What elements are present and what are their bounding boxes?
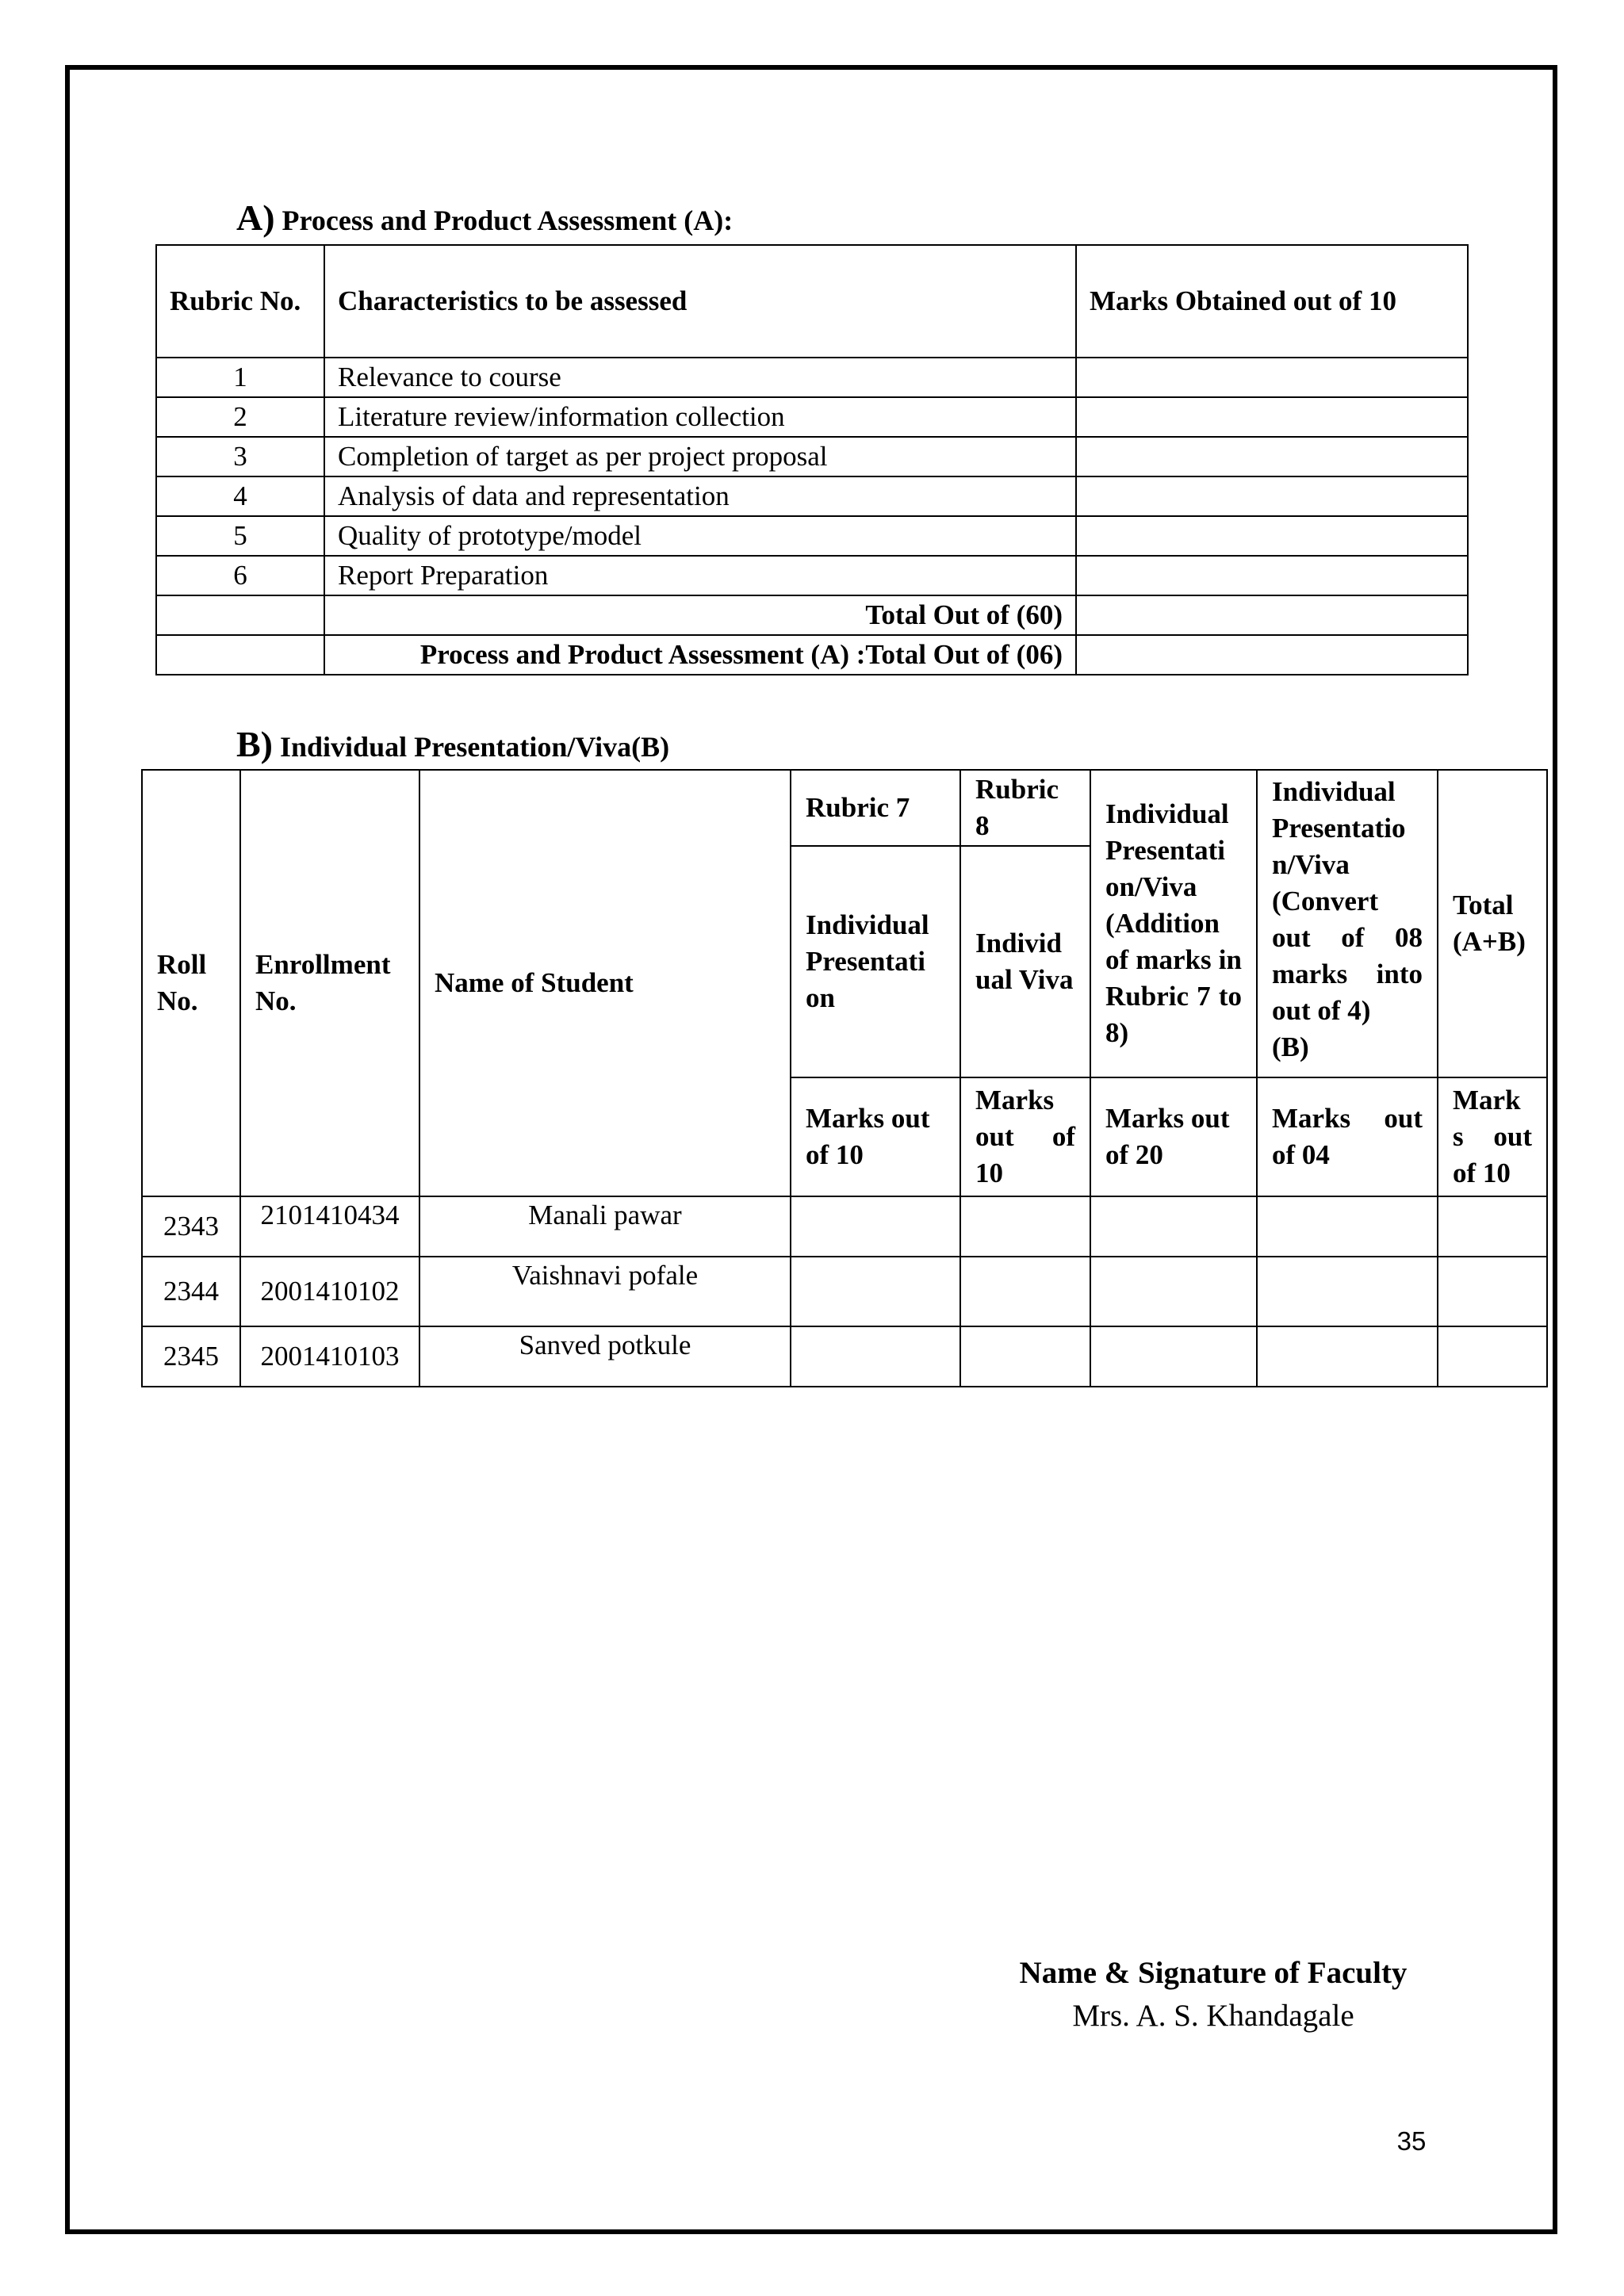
faculty-name: Mrs. A. S. Khandagale (1072, 1999, 1354, 2033)
header-characteristics: Characteristics to be assessed (324, 245, 1076, 358)
process-assessment-table (155, 244, 1469, 675)
student-name: Vaishnavi pofale (419, 1257, 791, 1326)
marks-cell (960, 1196, 1090, 1257)
marks-cell (791, 1326, 960, 1387)
table-row (156, 358, 1468, 397)
header-marks-obtained: Marks Obtained out of 10 (1076, 245, 1468, 358)
final-total-marks-cell (1076, 635, 1468, 675)
signature-title: Name & Signature of Faculty (1019, 1956, 1408, 1990)
header-addition: Individual Presentati on/Viva (Addition of marks in Rubric 7 to 8) (1090, 770, 1257, 1077)
rubric-no: 6 (156, 556, 324, 595)
characteristic: Report Preparation (324, 556, 1076, 595)
marks-cell (1076, 556, 1468, 595)
header-marks-10: Marks out of 10 (791, 1077, 960, 1196)
marks-cell (791, 1257, 960, 1326)
marks-cell (1257, 1196, 1438, 1257)
characteristic: Analysis of data and representation (324, 476, 1076, 516)
marks-cell (1090, 1326, 1257, 1387)
section-b-heading (236, 723, 669, 765)
marks-cell (1257, 1326, 1438, 1387)
marks-cell (960, 1257, 1090, 1326)
enrollment-no: 2001410102 (240, 1257, 419, 1326)
header-individual-viva: Individ ual Viva (960, 846, 1090, 1077)
rubric-no: 4 (156, 476, 324, 516)
marks-cell (960, 1326, 1090, 1387)
student-name: Manali pawar (419, 1196, 791, 1257)
section-a-letter: A) (236, 197, 275, 238)
header-rubric-8: Rubric 8 (960, 770, 1090, 846)
enrollment-no: 2101410434 (240, 1196, 419, 1257)
table-row (156, 516, 1468, 556)
final-total-row (156, 635, 1468, 675)
rubric-no: 3 (156, 437, 324, 476)
total-row (156, 595, 1468, 635)
marks-cell (791, 1196, 960, 1257)
rubric-no: 5 (156, 516, 324, 556)
individual-presentation-table (141, 769, 1548, 1387)
empty-cell (156, 595, 324, 635)
table-row (156, 556, 1468, 595)
rubric-no: 2 (156, 397, 324, 437)
header-convert (1257, 770, 1438, 1077)
total-marks-cell (1076, 595, 1468, 635)
table-row (156, 397, 1468, 437)
marks-cell (1438, 1196, 1547, 1257)
table-row (156, 476, 1468, 516)
marks-cell (1076, 437, 1468, 476)
marks-cell (1438, 1326, 1547, 1387)
header-roll-no: Roll No. (142, 770, 240, 1196)
section-a-title: Process and Product Assessment (A): (282, 205, 733, 236)
marks-cell (1090, 1196, 1257, 1257)
table-row (142, 1196, 1547, 1257)
header-individual-presentation: Individual Presentati on (791, 846, 960, 1077)
marks-cell (1090, 1257, 1257, 1326)
header-convert-text: Individual Presentatio n/Viva (Convert out of 08 marks into out of 4) (1272, 776, 1423, 1026)
table-row (142, 1326, 1547, 1387)
roll-no: 2344 (142, 1257, 240, 1326)
table-row (156, 437, 1468, 476)
header-convert-b: (B) (1272, 1031, 1309, 1062)
header-enrollment-no: Enrollment No. (240, 770, 419, 1196)
roll-no: 2345 (142, 1326, 240, 1387)
signature-block (967, 1952, 1459, 2038)
header-rubric-no: Rubric No. (156, 245, 324, 358)
page-number: 35 (1396, 2126, 1427, 2156)
marks-cell (1076, 476, 1468, 516)
enrollment-no: 2001410103 (240, 1326, 419, 1387)
header-marks-total: Mark s out of 10 (1438, 1077, 1547, 1196)
header-marks-20: Marks out of 20 (1090, 1077, 1257, 1196)
total-label: Total Out of (60) (324, 595, 1076, 635)
header-rubric-7: Rubric 7 (791, 770, 960, 846)
table-row (142, 1257, 1547, 1326)
empty-cell (156, 635, 324, 675)
rubric-no: 1 (156, 358, 324, 397)
final-total-label: Process and Product Assessment (A) :Total Out of (06) (324, 635, 1076, 675)
section-b-title: Individual Presentation/Viva(B) (280, 731, 670, 763)
section-b-letter: B) (236, 724, 273, 764)
header-marks-04: Marks out of 04 (1257, 1077, 1438, 1196)
marks-cell (1076, 516, 1468, 556)
header-student-name: Name of Student (419, 770, 791, 1196)
table-header-row (156, 245, 1468, 358)
marks-cell (1076, 358, 1468, 397)
marks-cell (1257, 1257, 1438, 1326)
characteristic: Relevance to course (324, 358, 1076, 397)
header-total: Total (A+B) (1438, 770, 1547, 1077)
section-a-heading (236, 197, 733, 239)
marks-cell (1076, 397, 1468, 437)
characteristic: Completion of target as per project proposal (324, 437, 1076, 476)
marks-cell (1438, 1257, 1547, 1326)
table-header-row (142, 770, 1547, 846)
characteristic: Literature review/information collection (324, 397, 1076, 437)
student-name: Sanved potkule (419, 1326, 791, 1387)
header-marks-10: Marks out of 10 (960, 1077, 1090, 1196)
characteristic: Quality of prototype/model (324, 516, 1076, 556)
roll-no: 2343 (142, 1196, 240, 1257)
